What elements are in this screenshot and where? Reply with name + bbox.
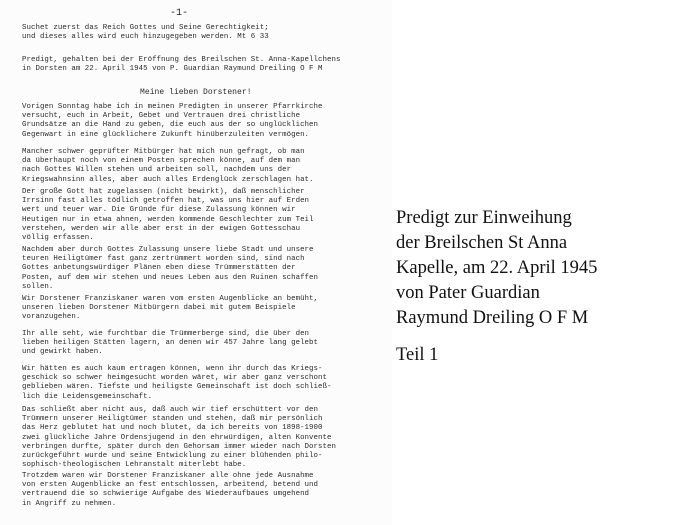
sermon-line: Trümmern unserer Heiligtümer standen und stehen, daß mir persönlich (22, 415, 323, 424)
heading-line-1: Predigt, gehalten bei der Eröffnung des Breilschen St. Anna-Kapellchens (22, 56, 341, 64)
sermon-line: versucht, euch in Arbeit, Gebet und Vertrauen drei christliche (22, 112, 301, 121)
sermon-line: Wir Dorstener Franziskaner waren vom ersten Augenblicke an bemüht, (22, 295, 319, 303)
sermon-line: Posten, auf dem wir stehen und neues Leben aus den Ruinen schaffen (22, 273, 319, 282)
sermon-line: nach Gottes Willen stehen und arbeiten soll, nachdem uns der (22, 166, 292, 175)
sermon-line: und gewirkt haben. (22, 348, 103, 357)
sermon-line: da überhaupt noch von einem Posten sprechen könne, auf dem man (22, 157, 301, 166)
sermon-line: vertrauend die so schwierige Aufgabe des Wiederaufbaues umgehend (22, 490, 310, 499)
sermon-line: zwei glückliche Jahre Ordensjugend in den ehrwürdigen, alten Konvente (22, 433, 332, 442)
caption-line: der Breilschen St Anna (396, 233, 568, 253)
sermon-line: lich die Leidensgemeinschaft. (22, 392, 153, 401)
sermon-line: von ersten Augenblicke an fest entschlossen, arbeitend, betend und (22, 481, 319, 490)
sermon-line: lieben heiligen Stätten lagern, an denen wir 457 Jahre lang gelebt (22, 339, 319, 348)
sermon-line: in Angriff zu nehmen. (22, 499, 117, 508)
sermon-line: wert und teuer war. Die Gründe für diese Zulassung können wir (22, 206, 296, 215)
heading-line-2: in Dorsten am 22. April 1945 von P. Guardian Raymund Dreiling O F M (22, 65, 323, 73)
sermon-line: geschick so schwer heimgesucht worden wäret, wir aber ganz verschont (22, 374, 327, 383)
caption-line: Raymund Dreiling O F M (396, 308, 589, 328)
sermon-line: Ihr alle seht, wie furchtbar die Trümmerberge sind, die über den (22, 330, 310, 338)
caption (396, 206, 696, 368)
caption-line: von Pater Guardian (396, 283, 540, 303)
page-number: -1- (170, 8, 189, 19)
sermon-line: teuren Heiligtümer fast ganz zertrümmert worden sind, sind nach (22, 255, 305, 264)
sermon-line: voranzugehen. (22, 313, 81, 322)
sermon-line: Trotzdem waren wir Dorstener Franziskaner alle ohne jede Ausnahme (22, 472, 314, 480)
sermon-line: Vorigen Sonntag habe ich in meinen Predigten in unserer Pfarrkirche (22, 103, 323, 111)
sermon-line: sollen. (22, 282, 54, 291)
caption-part: Teil 1 (396, 345, 439, 365)
sermon-line: sophisch-theologischen Lehranstalt miterlebt habe. (22, 461, 247, 470)
sermon-line: Der große Gott hat zugelassen (nicht bewirkt), daß menschlicher (22, 188, 305, 196)
motto-line-2: und dieses alles wird euch hinzugegeben werden. Mt 6 33 (22, 33, 269, 41)
sermon-line: Gegenwart in eine glücklichere Zukunft hinüberzuleiten vermögen. (22, 130, 310, 139)
sermon-line: völlig erfassen. (22, 234, 94, 242)
sermon-line: Wir hätten es auch kaum ertragen können, wenn ihr durch das Kriegs- (22, 365, 323, 373)
sermon-line: das Herz geblutet hat und noch blutet, da ich bereits von 1898-1900 (22, 424, 323, 433)
sermon-line: Heutigen nur in etwa ahnen, werden kommende Geschlechter zum Teil (22, 215, 314, 224)
sermon-line: Irrsinn fast alles tödlich getroffen hat, was uns hier auf Erden (22, 197, 310, 206)
salutation: Meine lieben Dorstener! (140, 88, 252, 97)
caption-line: Kapelle, am 22. April 1945 (396, 258, 598, 278)
sermon-line: unseren lieben Dorstener Mitbürgern dabei mit gutem Beispiele (22, 304, 296, 313)
sermon-line: Gottes anbetungswürdiger Plänen eben diese Trümmerstätten der (22, 264, 296, 273)
sermon-line: Das schließt aber nicht aus, daß auch wir tief erschüttert vor den (22, 406, 319, 414)
sermon-line: zurückgeführt wurde und seine Entwicklung zu einer blühenden philo- (22, 452, 323, 460)
caption-line: Predigt zur Einweihung (396, 208, 572, 228)
motto-line-1: Suchet zuerst das Reich Gottes und Seine Gerechtigkeit; (22, 24, 269, 32)
sermon-line: verbringen durfte, später durch den Gehorsam immer wieder nach Dorsten (22, 442, 336, 451)
sermon-line: Mancher schwer geprüfter Mitbürger hat mich nun gefragt, ob man (22, 148, 305, 156)
sermon-line: Nachdem aber durch Gottes Zulassung unsere liebe Stadt und unsere (22, 246, 314, 254)
sermon-line: geblieben wären. Tiefste und heiligste Gemeinschaft ist doch schließ- (22, 383, 332, 392)
sermon-line: verstehen, werden wir alle aber erst in der ewigen Gottesschau (22, 224, 301, 233)
sermon-line: Kriegswahnsinn alles, aber auch alles Erdenglück zerschlagen hat. (22, 175, 314, 184)
sermon-line: Grundsätze an die Hand zu geben, die euch aus der so unglücklichen (22, 121, 319, 130)
